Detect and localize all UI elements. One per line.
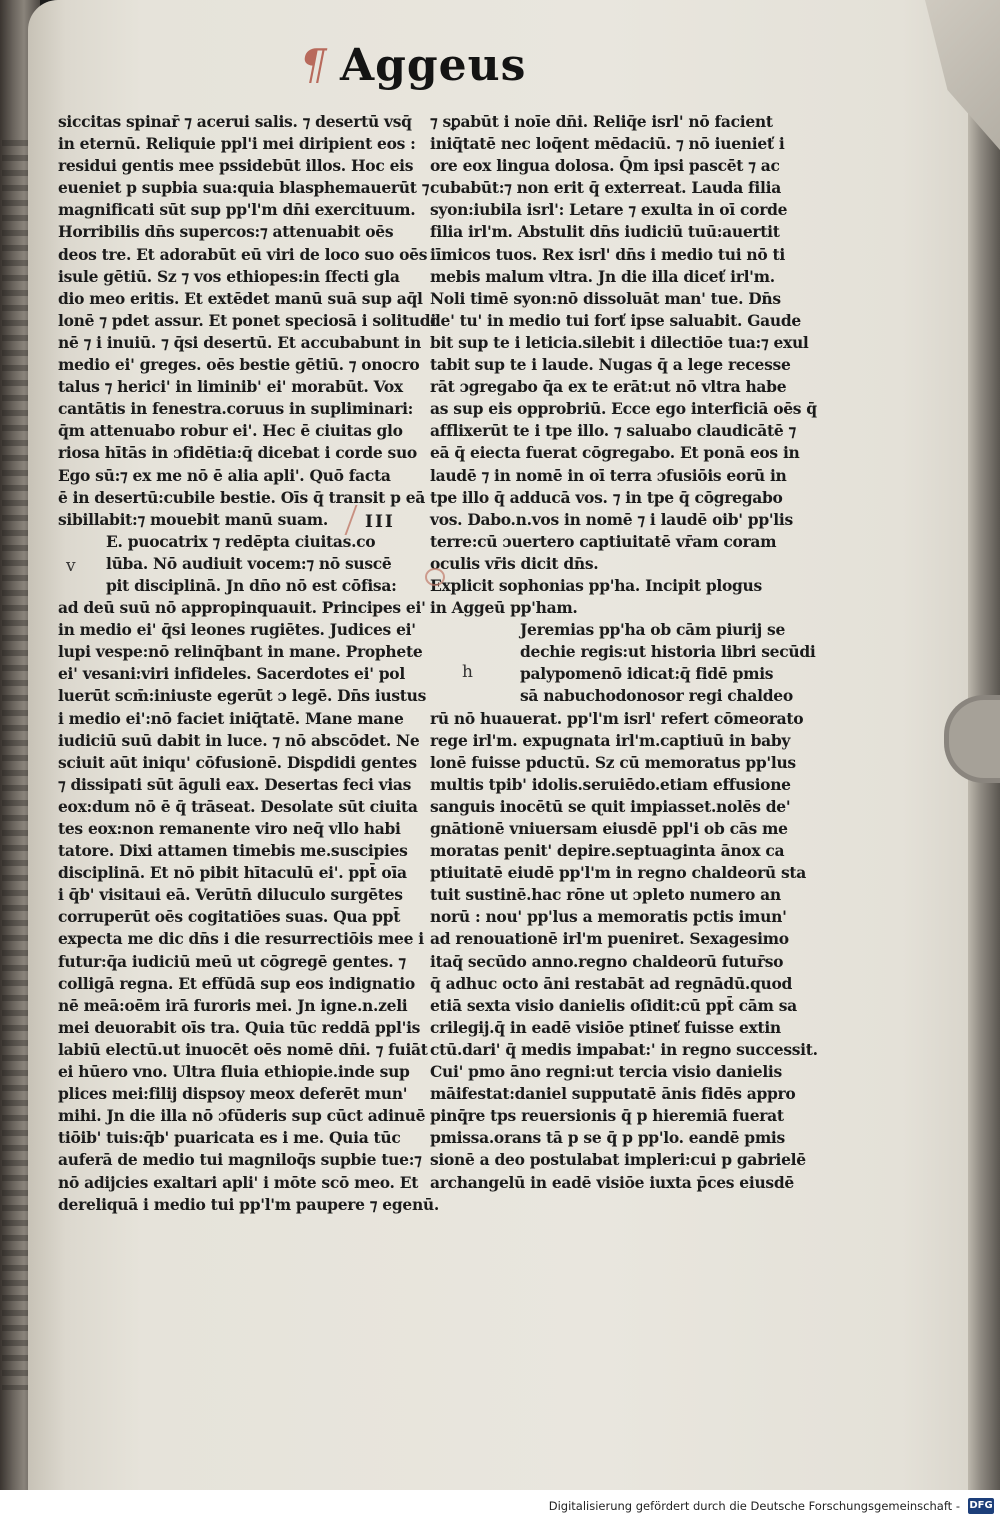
text-line: sciuit aūt iniqu' cōfusionē. Disꝑdidi gentes xyxy=(58,752,417,772)
text-line: deos tre. Et adorabūt eū viri de loco suo oēs xyxy=(58,244,428,264)
text-line: Explicit sophonias pp'ha. Incipit plogus xyxy=(430,575,762,595)
text-line: mei deuorabit oīs tra. Quia tūc reddā ppl'is xyxy=(58,1017,421,1037)
text-line: lūba. Nō audiuit vocem:⁊ nō suscē xyxy=(106,553,392,573)
text-line: dereliquā i medio tui pp'l'm paupere ⁊ egenū. xyxy=(58,1194,439,1214)
text-line: iniq̄tatē nec loq̄ent mēdaciū. ⁊ nō iuenieť i xyxy=(430,134,785,154)
text-line: rege irl'm. expugnata irl'm.captiuū in baby xyxy=(430,730,791,750)
text-line: residui gentis mee pssidebūt illos. Hoc eis xyxy=(58,156,414,176)
text-line: iudiciū suū dabit in luce. ⁊ nō abscōdet. Ne xyxy=(58,730,420,750)
text-line: ⁊ dissipati sūt āguli eax. Desertas feci vias xyxy=(58,774,412,794)
text-line: expecta me dic dn̄s i die resurrectiōis mee i xyxy=(58,929,424,949)
dfg-logo: DFG xyxy=(968,1498,994,1514)
text-line: sibillabit:⁊ mouebit manū suam. xyxy=(58,509,328,529)
text-line: bit sup te i leticia.silebit i dilectiōe tua:⁊ exul xyxy=(430,332,809,352)
text-line: medio ei' greges. oēs bestie gētiū. ⁊ onocro xyxy=(58,355,420,375)
text-line: laudē ⁊ in nomē in oī terra ɔfusiōis eorū in xyxy=(430,465,787,485)
text-line: ad deū suū nō appropinquauit. Principes ei' xyxy=(58,598,426,618)
text-line: tabit sup te i laude. Nugas q̄ a lege recesse xyxy=(430,355,791,375)
text-line: rū nō huauerat. pp'l'm isrl' refert cōmeorato xyxy=(430,708,804,728)
text-line: in Aggeū pp'ham. xyxy=(430,598,578,618)
text-line: sanguis inocētū se ɋuit impiasset.nolēs de' xyxy=(430,796,791,816)
text-line: lonē fuisse pductū. Sz cū memoratus pp'lus xyxy=(430,752,796,772)
text-line: ei' vesani:viri infideles. Sacerdotes ei' pol xyxy=(58,664,405,684)
initial-guide-letter-right: h xyxy=(462,662,473,682)
right-text-column xyxy=(430,111,818,1194)
text-line: ptiuitatē eiudē pp'l'm in regno chaldeorū sta xyxy=(430,863,806,883)
rubric-paragraph-sign xyxy=(425,568,445,586)
text-line: ei hūero vno. Ultra fluia ethiopie.inde sup xyxy=(58,1062,410,1082)
text-line: gnātionē vniuersam eiusdē ppl'i ob cās me xyxy=(430,819,788,838)
text-line: syon:iubila isrl': Letare ⁊ exulta in oī corde xyxy=(430,200,788,220)
text-line: colligā regna. Et effūdā sup eos indignatio xyxy=(58,973,415,993)
text-line: Cui' pmo āno regni:ut tercia visio danielis xyxy=(430,1062,782,1082)
text-line: lonē ⁊ pdet assur. Et ponet speciosā i solitudi xyxy=(58,310,436,330)
text-line: pmissa.orans tā p se q̄ p pp'lo. eandē pmis xyxy=(430,1128,785,1148)
text-line: isule gētiū. Sz ⁊ vos ethiopes:in ſfecti gla xyxy=(58,266,400,286)
text-line: vos. Dabo.n.vos in nomē ⁊ i laudē oib' pp'lis xyxy=(430,509,793,529)
text-line: itaq̄ secūdo anno.regno chaldeorū futur̄so xyxy=(430,951,784,971)
text-line: filia irl'm. Abstulit dn̄s iudiciū tuū:auertit xyxy=(430,222,780,242)
text-line: moratas penit' depire.septuaginta ānox ca xyxy=(430,841,785,861)
text-line: in medio ei' q̄si leones rugiētes. Judices ei' xyxy=(58,620,416,640)
text-line: siccitas spinar̄ ⁊ acerui salis. ⁊ desertū vsq̄ xyxy=(58,112,412,131)
text-line: nē ⁊ i inuiū. ⁊ q̄si desertū. Et accubabunt in xyxy=(58,332,421,352)
text-line: palypomenō idicat:q̄ fidē pmis xyxy=(520,664,774,684)
text-line: dio meo eritis. Et extēdet manū suā sup aq̄l xyxy=(58,288,423,308)
text-line: cantātis in fenestra.coruus in supliminari: xyxy=(58,399,414,419)
chapter-number: III xyxy=(365,512,395,532)
text-line: ē in desertū:cubile bestie. Oīs q̄ transit p eā xyxy=(58,487,426,507)
text-line: rāt ɔgregabo q̄a ex te erāt:ut nō vltra habe xyxy=(430,377,787,397)
text-line: magnificati sūt sup pp'l'm dn̄i exercituum. xyxy=(58,200,416,220)
text-line: Ego sū:⁊ ex me nō ē alia apli'. Quō facta xyxy=(58,465,391,485)
text-line: afflixerūt te i tpe illo. ⁊ saluabo claudicātē ⁊ xyxy=(430,421,796,441)
text-line: tes eox:non remanente viro neq̄ vllo habi xyxy=(58,819,401,838)
text-line: Jeremias pp'ha ob cām piurij se xyxy=(520,620,786,640)
text-line: mebis malum vltra. Jn die illa diceť irl'm. xyxy=(430,266,775,286)
text-line: terre:cū ɔuertero captiuitatē vr̄am coram xyxy=(430,531,777,551)
text-line: sā nabuchodonosor regi chaldeo xyxy=(520,686,793,706)
text-line: q̄ adhuc octo āni restabāt ad regnādū.quod xyxy=(430,973,793,993)
text-line: multis tpib' idolis.seruiēdo.etiam effusione xyxy=(430,774,791,794)
text-line: i medio ei':nō faciet iniq̄tatē. Mane mane xyxy=(58,708,404,728)
text-line: lupi vespe:nō relinq̄bant in mane. Prophete xyxy=(58,642,423,662)
text-line: tiōib' tuis:q̄b' puaricata es i me. Quia tūc xyxy=(58,1128,401,1148)
text-line: tatore. Dixi attamen timebis me.suscipies xyxy=(58,841,408,861)
text-line: crilegij.q̄ in eadē visiōe ptineť fuisse extin xyxy=(430,1017,781,1037)
text-line: riosa hītās in ɔfidētia:q̄ dicebat i corde suo xyxy=(58,443,417,463)
initial-guide-letter-left: v xyxy=(66,556,76,576)
text-line: ctū.dari' q̄ medis impabat:' in regno successit. xyxy=(430,1039,818,1059)
text-line: auferā de medio tui magniloq̄s supbie tue:⁊ xyxy=(58,1150,422,1170)
text-line: tuit sustinē.hac rōne ut ɔpleto numero an xyxy=(430,885,781,905)
text-line: nē meā:oēm irā furoris mei. Jn igne.n.zeli xyxy=(58,995,408,1015)
funding-credit: Digitalisierung gefördert durch die Deutsche Forschungsgemeinschaft - xyxy=(548,1499,960,1513)
text-line: sionē a deo postulabat impleri:cui p gabrielē xyxy=(430,1150,806,1170)
text-line: cubabūt:⁊ non erit q̄ exterreat. Lauda filia xyxy=(430,178,781,198)
text-line: māifestat:daniel supputatē ānis fidēs appro xyxy=(430,1084,796,1104)
running-head: Aggeus xyxy=(340,40,527,91)
text-line: labiū electū.ut inuocēt oēs nomē dn̄i. ⁊ fuiāt xyxy=(58,1039,428,1059)
rubric-paragraph-mark: ¶ xyxy=(300,40,327,89)
text-line: luerūt scm̄:iniuste egerūt ɔ legē. Dn̄s iustus xyxy=(58,686,427,706)
text-line: talus ⁊ herici' in liminib' ei' morabūt. Vox xyxy=(58,377,403,397)
text-line: Noli timē syon:nō dissoluāt man' tue. Dn̄s xyxy=(430,288,781,308)
text-line: de' tu' in medio tui forť ipse saluabit. Gaude xyxy=(430,310,801,330)
text-line: oculis vr̄is dicit dn̄s. xyxy=(430,553,599,573)
text-line: eā q̄ eiecta fuerat cōgregabo. Et ponā eos in xyxy=(430,443,800,463)
text-line: ad renouationē irl'm pueniret. Sexagesimo xyxy=(430,929,789,949)
text-line: futur:q̄a iudiciū meū ut cōgregē gentes. ⁊ xyxy=(58,951,406,971)
text-line: q̄m attenuabo robur ei'. Hec ē ciuitas glo xyxy=(58,421,403,441)
text-line: dechie regis:ut historia libri secūdi xyxy=(520,642,816,662)
text-line: corruperūt oēs cogitatiōes suas. Qua ppt̄ xyxy=(58,907,401,927)
left-text-column xyxy=(58,111,439,1216)
text-line: norū : nou' pp'lus a memoratis pctis imun' xyxy=(430,907,787,927)
text-line: archangelū in eadē visiōe iuxta p̄ces eiusdē xyxy=(430,1172,794,1192)
text-line: in eternū. Reliquie ppl'i mei diripient eos : xyxy=(58,134,416,154)
text-line: etiā sexta visio danielis oſidit:cū ppt̄ cām sa xyxy=(430,995,797,1015)
text-line: pinq̄re tps reuersionis q̄ p hieremiā fuerat xyxy=(430,1106,784,1126)
text-line: nō adijcies exaltari apli' i mōte scō meo. Et xyxy=(58,1172,419,1192)
text-line: disciplinā. Et nō pibit hītaculū ei'. ppt̄ oīa xyxy=(58,863,407,883)
text-line: Horribilis dn̄s supercos:⁊ attenuabit oēs xyxy=(58,222,394,242)
previous-page-text-shadow xyxy=(2,140,28,1390)
text-line: tpe illo q̄ adducā vos. ⁊ in tpe q̄ cōgregabo xyxy=(430,487,783,507)
text-line: ore eox lingua dolosa. Q̄m ipsi pascēt ⁊ ac xyxy=(430,156,780,176)
text-line: ⁊ sꝑabūt i noīe dn̄i. Reliq̄e isrl' nō facient xyxy=(430,112,773,131)
text-line: as sup eis opprobriū. Ecce ego interficiā oēs q̄ xyxy=(430,399,817,419)
footer-bar xyxy=(0,1490,1000,1525)
text-line: mihi. Jn die illa nō ɔfūderis sup cūct adinuē xyxy=(58,1106,426,1126)
text-line: eox:dum nō ē q̄ trāseat. Desolate sūt ciuita xyxy=(58,796,418,816)
text-line: pit disciplinā. Jn dn̄o nō est cōfisa: xyxy=(106,575,397,595)
text-line: plices mei:filij dispsoy meox deferēt mun' xyxy=(58,1084,408,1104)
text-line: i q̄b' visitaui eā. Verūtn̄ diluculo surgētes xyxy=(58,885,403,905)
text-line: iīmicos tuos. Rex isrl' dn̄s i medio tui nō ti xyxy=(430,244,785,264)
text-line: eueniet p supbia sua:quia blasphemauerūt ⁊ xyxy=(58,178,430,198)
text-line: E. puocatrix ⁊ redēpta ciuitas.co xyxy=(106,531,376,551)
